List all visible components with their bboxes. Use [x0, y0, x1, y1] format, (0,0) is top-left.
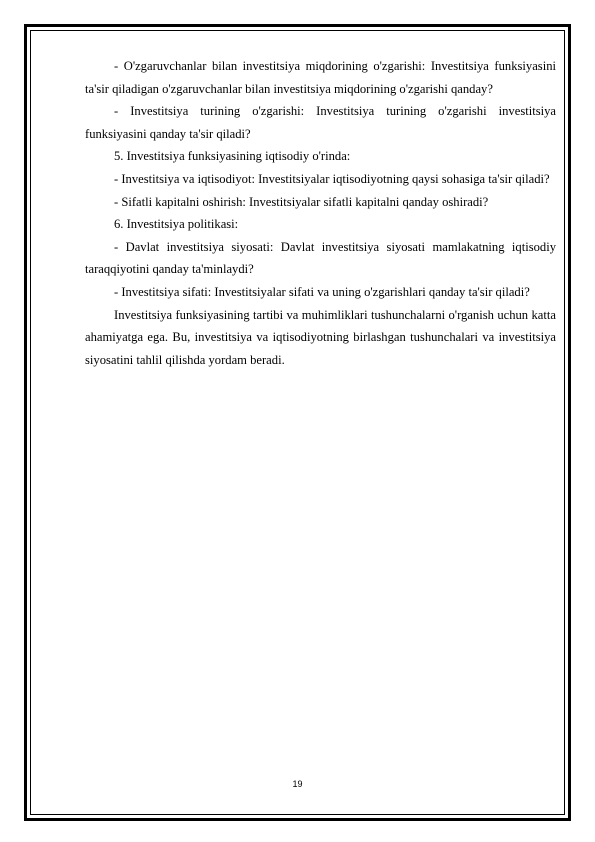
paragraph-conclusion: Investitsiya funksiyasining tartibi va muhimliklari tushunchalarni o'rganish uchun katta ahamiyatga ega. Bu, investitsiya va iqtisodiyotning birlashgan tushunchalari va investitsiya siyosatini tahlil qilishda yordam beradi.	[85, 307, 556, 367]
section-heading-economic-role: 5. Investitsiya funksiyasining iqtisodiy o'rinda:	[114, 149, 351, 164]
paragraph-variables-investment: - O'zgaruvchanlar bilan investitsiya miqdorining o'zgarishi: Investitsiya funksiyasini ta'sir qiladigan o'zgaruvchanlar bilan investitsiya miqdorining o'zgarishi qanday?	[85, 59, 556, 96]
paragraph-quality-capital: - Sifatli kapitalni oshirish: Investitsiyalar sifatli kapitalni qanday oshiradi?	[114, 194, 489, 209]
page-number: 19	[292, 779, 303, 789]
section-heading-investment-policy: 6. Investitsiya politikasi:	[114, 217, 239, 232]
paragraph-investment-quality: - Investitsiya sifati: Investitsiyalar sifati va uning o'zgarishlari qanday ta'sir qiladi?	[114, 284, 530, 299]
paragraph-investment-type: - Investitsiya turining o'zgarishi: Investitsiya turining o'zgarishi investitsiya funksiyasini qanday ta'sir qiladi?	[85, 104, 556, 141]
document-body	[85, 55, 556, 371]
paragraph-state-policy: - Davlat investitsiya siyosati: Davlat investitsiya siyosati mamlakatning iqtisodiy taraqqiyotini qanday ta'minlaydi?	[85, 239, 556, 277]
paragraph-investment-economy: - Investitsiya va iqtisodiyot: Investitsiyalar iqtisodiyotning qaysi sohasiga ta'sir qiladi?	[114, 171, 550, 186]
